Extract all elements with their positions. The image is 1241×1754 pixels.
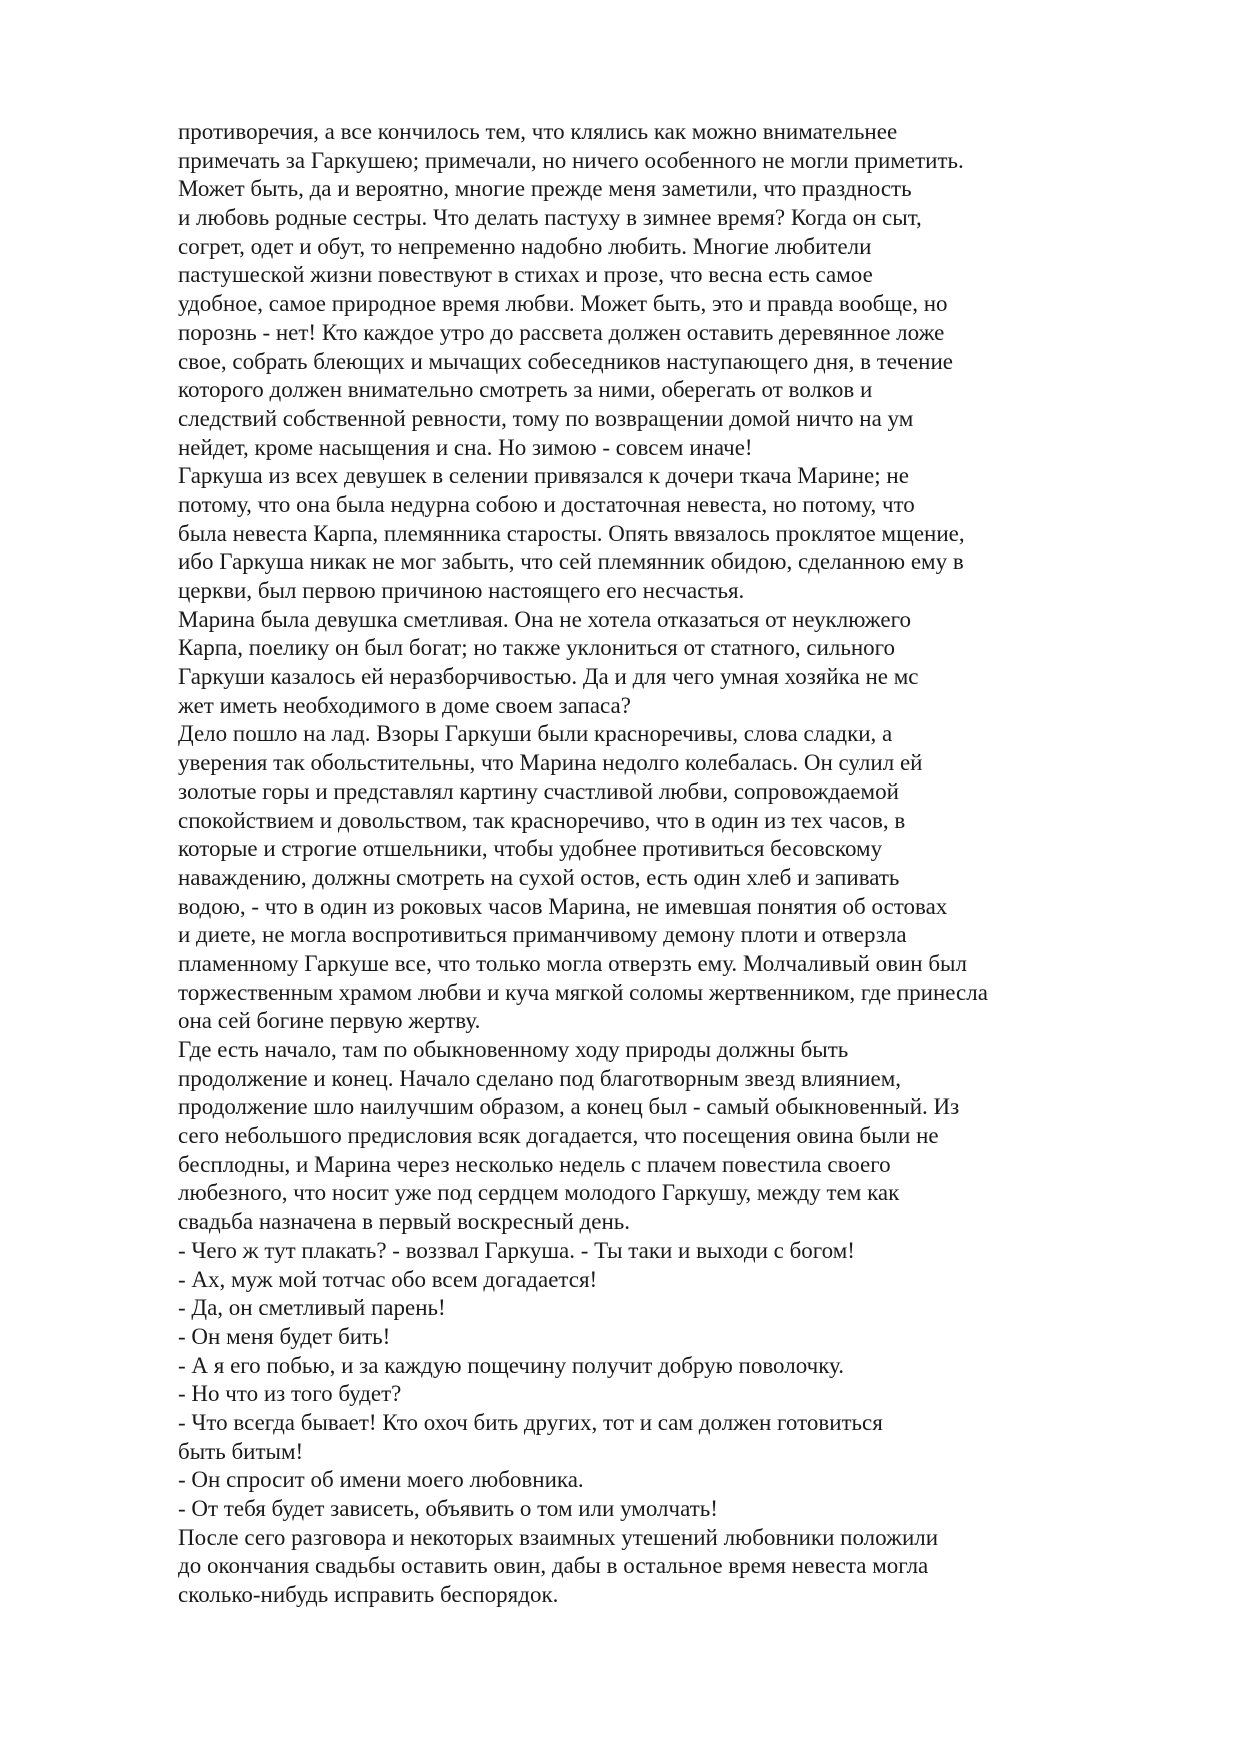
text-line: спокойствием и довольством, так красноречиво, что в один из тех часов, в: [178, 807, 906, 833]
text-line: - Он меня будет бить!: [178, 1323, 391, 1349]
text-line: Марина была девушка сметливая. Она не хотела отказаться от неуклюжего: [178, 606, 911, 632]
text-line: Карпа, поелику он был богат; но также уклониться от статного, сильного: [178, 635, 896, 661]
text-line: пламенному Гаркуше все, что только могла отверзть ему. Молчаливый овин был: [178, 950, 967, 976]
text-line: Где есть начало, там по обыкновенному ходу природы должны быть: [178, 1037, 849, 1062]
text-line: свое, собрать блеющих и мычащих собеседников наступающего дня, в течение: [178, 348, 954, 374]
text-line: до окончания свадьбы оставить овин, дабы в остальное время невеста могла: [178, 1553, 929, 1579]
text-line: потому, что она была недурна собою и достаточная невеста, но потому, что: [178, 491, 915, 517]
text-line: нейдет, кроме насыщения и сна. Но зимою - совсем иначе!: [178, 434, 753, 460]
text-line: - Да, он сметливый парень!: [178, 1295, 446, 1321]
text-line: жет иметь необходимого в доме своем запаса?: [178, 692, 631, 718]
text-line: - От тебя будет зависеть, объявить о том или умолчать!: [178, 1496, 718, 1521]
text-line: - Но что из того будет?: [178, 1381, 402, 1407]
body-text: [178, 118, 1178, 1610]
text-line: и любовь родные сестры. Что делать пастуху в зимнее время? Когда он сыт,: [178, 205, 922, 231]
text-line: наваждению, должны смотреть на сухой остов, есть один хлеб и запивать: [178, 864, 900, 890]
text-line: - А я его побью, и за каждую пощечину получит добрую поволочку.: [178, 1352, 845, 1378]
text-line: Может быть, да и вероятно, многие прежде меня заметили, что праздность: [178, 176, 912, 202]
text-line: - Что всегда бывает! Кто охоч бить других, тот и сам должен готовиться: [178, 1409, 883, 1435]
text-line: порознь - нет! Кто каждое утро до рассвета должен оставить деревянное ложе: [178, 319, 945, 345]
text-line: водою, - что в один из роковых часов Марина, не имевшая понятия об остовах: [178, 893, 948, 919]
text-line: После сего разговора и некоторых взаимных утешений любовники положили: [178, 1524, 939, 1550]
text-line: и диете, не могла воспротивиться приманчивому демону плоти и отверзла: [178, 922, 907, 948]
text-line: Дело пошло на лад. Взоры Гаркуши были красноречивы, слова сладки, а: [178, 721, 893, 747]
text-line: уверения так обольстительны, что Марина недолго колебалась. Он сулил ей: [178, 750, 923, 776]
text-line: бесплодны, и Марина через несколько недель с плачем повестила своего: [178, 1151, 891, 1177]
text-line: Гаркуша из всех девушек в селении привязался к дочери ткача Марине; не: [178, 463, 909, 489]
text-line: противоречия, а все кончилось тем, что клялись как можно внимательнее: [178, 119, 898, 144]
text-line: любезного, что носит уже под сердцем молодого Гаркушу, между тем как: [178, 1180, 900, 1206]
text-line: следствий собственной ревности, тому по возвращении домой ничто на ум: [178, 405, 914, 431]
text-line: которого должен внимательно смотреть за ними, оберегать от волков и: [178, 377, 873, 403]
text-line: она сей богине первую жертву.: [178, 1008, 481, 1034]
text-line: торжественным храмом любви и куча мягкой соломы жертвенником, где принесла: [178, 979, 988, 1005]
text-line: которые и строгие отшельники, чтобы удобнее противиться бесовскому: [178, 836, 883, 862]
text-line: продолжение шло наилучшим образом, а конец был - самый обыкновенный. Из: [178, 1094, 960, 1120]
text-line: сколько-нибудь исправить беспорядок.: [178, 1582, 559, 1608]
text-line: Гаркуши казалось ей неразборчивостью. Да и для чего умная хозяйка не мс: [178, 664, 919, 690]
text-line: пастушеской жизни повествуют в стихах и прозе, что весна есть самое: [178, 262, 873, 288]
text-line: удобное, самое природное время любви. Может быть, это и правда вообще, но: [178, 291, 948, 317]
text-line: согрет, одет и обут, то непременно надобно любить. Многие любители: [178, 233, 872, 259]
text-line: продолжение и конец. Начало сделано под благотворным звезд влиянием,: [178, 1065, 902, 1091]
text-line: церкви, был первою причиною настоящего его несчастья.: [178, 578, 745, 603]
text-line: - Чего ж тут плакать? - воззвал Гаркуша. - Ты таки и выходи с богом!: [178, 1237, 855, 1263]
text-line: - Ах, муж мой тотчас обо всем догадается!: [178, 1266, 598, 1292]
text-line: свадьба назначена в первый воскресный день.: [178, 1209, 630, 1235]
text-line: - Он спросит об имени моего любовника.: [178, 1467, 584, 1493]
text-line: сего небольшого предисловия всяк догадается, что посещения овина были не: [178, 1123, 939, 1149]
text-line: ибо Гаркуша никак не мог забыть, что сей племянник обидою, сделанною ему в: [178, 549, 964, 575]
text-line: быть битым!: [178, 1438, 304, 1464]
text-line: примечать за Гаркушею; примечали, но ничего особенного не могли приметить.: [178, 147, 964, 173]
text-line: была невеста Карпа, племянника старосты. Опять ввязалось проклятое мщение,: [178, 520, 965, 546]
text-line: золотые горы и представлял картину счастливой любви, сопровождаемой: [178, 778, 899, 804]
